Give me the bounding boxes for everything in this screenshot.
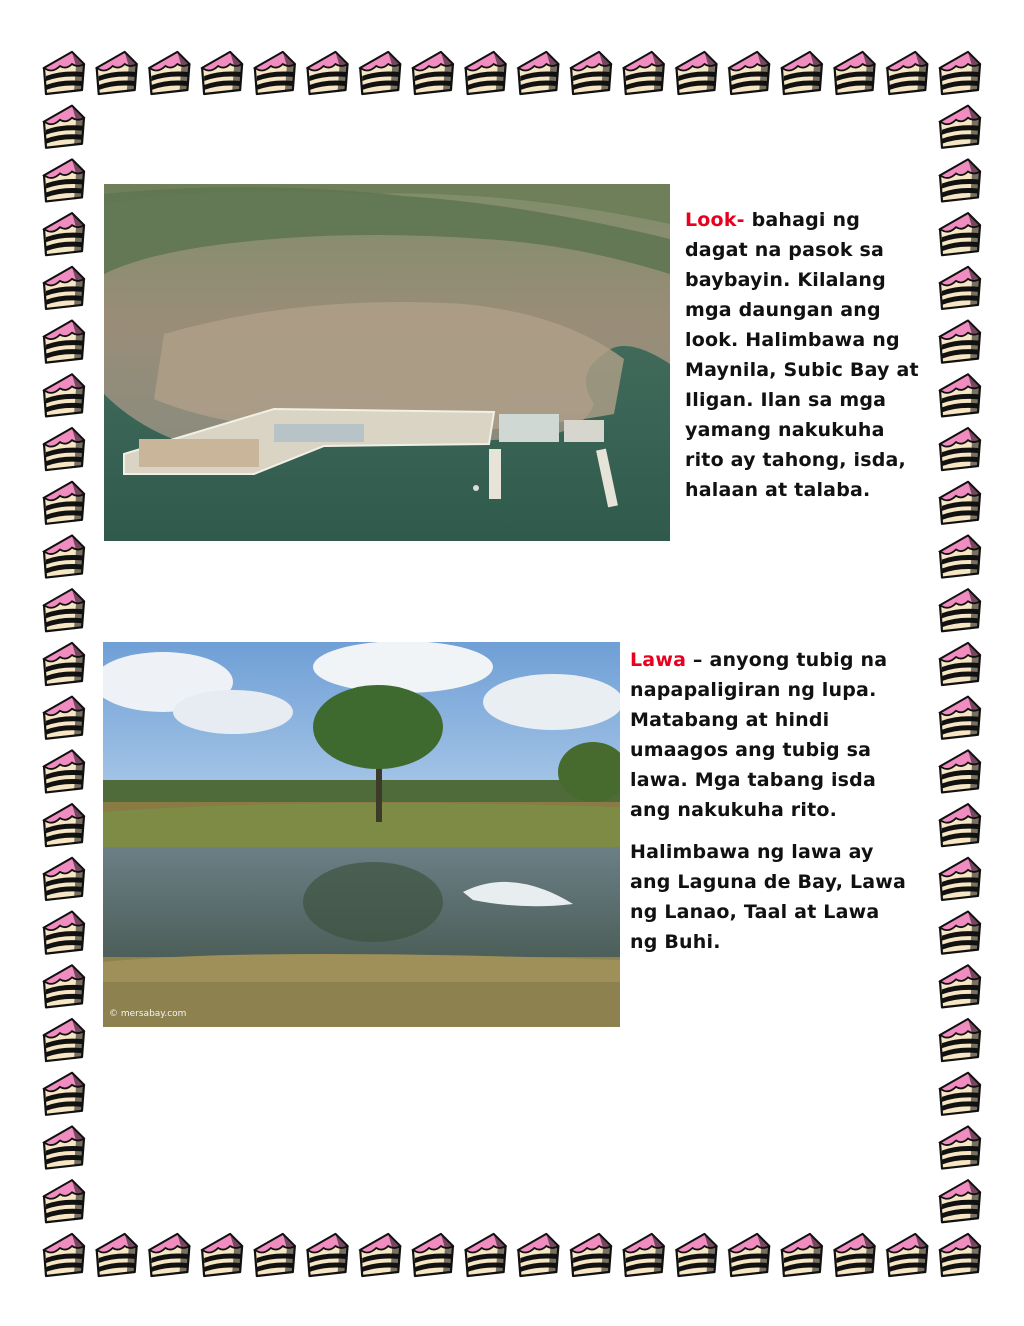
cake-slice-icon <box>44 1180 84 1222</box>
cake-slice-icon <box>44 804 84 846</box>
cake-slice-icon <box>44 965 84 1007</box>
cake-slice-icon <box>940 697 980 739</box>
cake-slice-icon <box>149 1234 189 1276</box>
cake-slice-icon <box>624 1234 664 1276</box>
cake-slice-icon <box>940 1019 980 1061</box>
cake-slice-icon <box>835 52 875 94</box>
cake-slice-icon <box>44 1127 84 1169</box>
cake-slice-icon <box>44 643 84 685</box>
cake-slice-icon <box>729 52 769 94</box>
cake-slice-icon <box>782 1234 822 1276</box>
cake-slice-icon <box>202 1234 242 1276</box>
cake-slice-icon <box>940 374 980 416</box>
cake-slice-icon <box>44 267 84 309</box>
cake-slice-icon <box>44 1234 84 1276</box>
cake-slice-icon <box>44 159 84 201</box>
cake-slice-icon <box>360 1234 400 1276</box>
look-description <box>685 205 920 505</box>
cake-slice-icon <box>940 159 980 201</box>
cake-slice-icon <box>466 52 506 94</box>
photo-credit: © mersabay.com <box>109 1009 187 1019</box>
cake-slice-icon <box>729 1234 769 1276</box>
cake-slice-icon <box>44 428 84 470</box>
look-definition: bahagi ng dagat na pasok sa baybayin. Kilalang mga daungan ang look. Halimbawa ng Maynila, Subic Bay at Iligan. Ilan sa mga yamang nakukuha rito ay tahong, isda, halaan at talaba. <box>685 209 919 501</box>
cake-slice-icon <box>97 52 137 94</box>
cake-slice-icon <box>255 1234 295 1276</box>
lawa-term: Lawa <box>630 649 687 671</box>
cake-slice-icon <box>940 589 980 631</box>
cake-slice-icon <box>887 52 927 94</box>
cake-slice-icon <box>940 858 980 900</box>
cake-slice-icon <box>518 1234 558 1276</box>
cake-slice-icon <box>571 52 611 94</box>
cake-slice-icon <box>44 536 84 578</box>
cake-slice-icon <box>97 1234 137 1276</box>
cake-slice-icon <box>887 1234 927 1276</box>
cake-slice-icon <box>44 1019 84 1061</box>
cake-slice-icon <box>44 321 84 363</box>
cake-slice-icon <box>149 52 189 94</box>
cake-slice-icon <box>518 52 558 94</box>
cake-slice-icon <box>940 1127 980 1169</box>
cake-slice-icon <box>571 1234 611 1276</box>
cake-slice-icon <box>940 482 980 524</box>
cake-slice-icon <box>44 750 84 792</box>
cake-slice-icon <box>940 428 980 470</box>
lawa-definition: – anyong tubig na napapaligiran ng lupa. Matabang at hindi umaagos ang tubig sa lawa. Mga tabang isda ang nakukuha rito. <box>630 649 888 821</box>
cake-slice-icon <box>308 52 348 94</box>
cake-slice-icon <box>940 643 980 685</box>
cake-slice-icon <box>940 52 980 94</box>
cake-slice-icon <box>940 536 980 578</box>
cake-slice-icon <box>940 1180 980 1222</box>
cake-slice-icon <box>44 374 84 416</box>
cake-slice-icon <box>413 52 453 94</box>
cake-slice-icon <box>676 52 716 94</box>
look-term: Look- <box>685 209 745 231</box>
cake-slice-icon <box>202 52 242 94</box>
cake-slice-icon <box>835 1234 875 1276</box>
cake-slice-icon <box>44 482 84 524</box>
cake-slice-icon <box>624 52 664 94</box>
cake-slice-icon <box>676 1234 716 1276</box>
cake-slice-icon <box>44 697 84 739</box>
cake-slice-icon <box>940 106 980 148</box>
cake-slice-icon <box>940 804 980 846</box>
cake-slice-icon <box>940 965 980 1007</box>
cake-slice-icon <box>940 1073 980 1115</box>
cake-slice-icon <box>44 589 84 631</box>
cake-slice-icon <box>413 1234 453 1276</box>
cake-slice-icon <box>44 912 84 954</box>
cake-slice-icon <box>255 52 295 94</box>
cake-slice-icon <box>44 858 84 900</box>
cake-slice-icon <box>44 213 84 255</box>
cake-slice-icon <box>308 1234 348 1276</box>
cake-slice-icon <box>940 321 980 363</box>
cake-slice-icon <box>940 1234 980 1276</box>
cake-slice-icon <box>940 750 980 792</box>
cake-slice-icon <box>360 52 400 94</box>
lawa-description <box>630 645 910 957</box>
cake-slice-icon <box>44 1073 84 1115</box>
cake-slice-icon <box>940 267 980 309</box>
cake-slice-icon <box>782 52 822 94</box>
cake-slice-icon <box>44 52 84 94</box>
look-harbor-photo <box>104 184 670 541</box>
cake-slice-icon <box>940 912 980 954</box>
cake-slice-icon <box>466 1234 506 1276</box>
lawa-lake-photo <box>103 642 620 1027</box>
cake-slice-icon <box>940 213 980 255</box>
lawa-examples: Halimbawa ng lawa ay ang Laguna de Bay, Lawa ng Lanao, Taal at Lawa ng Buhi. <box>630 841 907 953</box>
cake-slice-icon <box>44 106 84 148</box>
